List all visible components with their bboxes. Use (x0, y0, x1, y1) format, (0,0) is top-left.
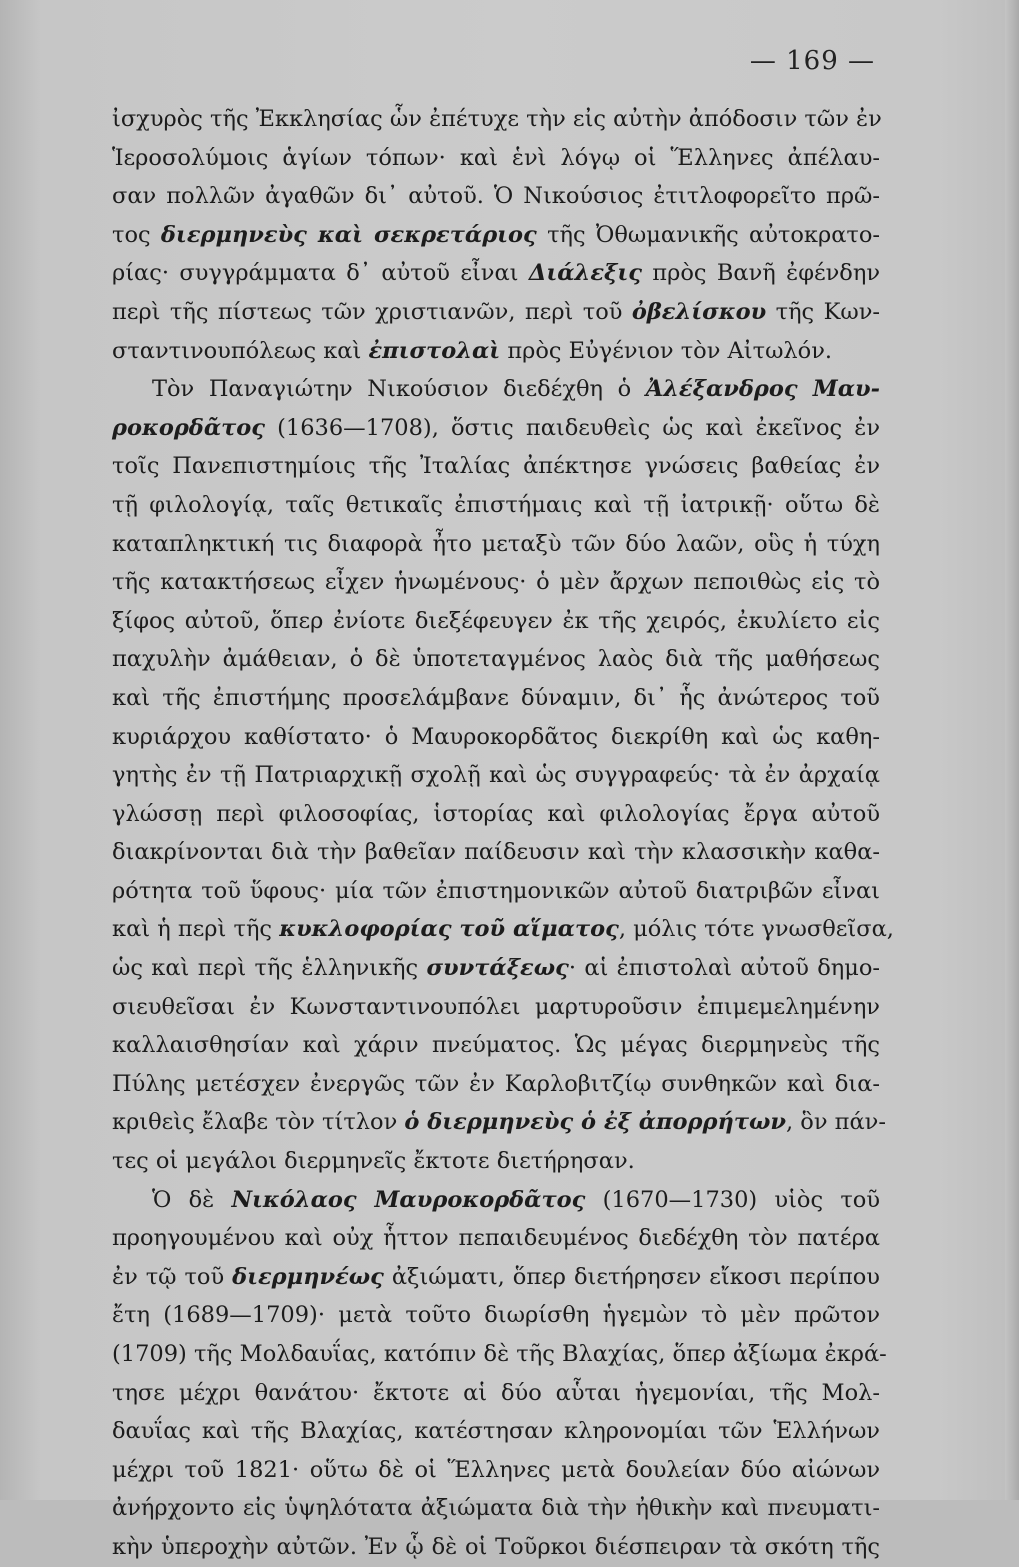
text-line: ὡς καὶ περὶ τῆς ἑλληνικῆς συντάξεως· αἱ ἐπιστολαὶ αὐτοῦ δημο- (112, 955, 880, 982)
text-line: γλώσσῃ περὶ φιλοσοφίας, ἱστορίας καὶ φιλολογίας ἔργα αὐτοῦ (112, 800, 880, 827)
text-line: Ἱεροσολύμοις ἁγίων τόπων· καὶ ἑνὶ λόγῳ οἱ Ἕλληνες ἀπέλαυ- (112, 144, 880, 171)
text-line: τῇ φιλολογίᾳ, ταῖς θετικαῖς ἐπιστήμαις καὶ τῇ ἰατρικῇ· οὕτω δὲ (112, 491, 880, 518)
text-line: Πύλης μετέσχεν ἐνεργῶς τῶν ἐν Καρλοβιτζίῳ συνθηκῶν καὶ δια- (112, 1070, 880, 1097)
text-line: ἰσχυρὸς τῆς Ἐκκλησίας ὧν ἐπέτυχε τὴν εἰς αὐτὴν ἀπόδοσιν τῶν ἐν (112, 106, 882, 132)
text-line: σαν πολλῶν ἀγαθῶν δι᾿ αὐτοῦ. Ὁ Νικούσιος ἐτιτλοφορεῖτο πρῶ- (112, 183, 880, 210)
text-line: (1709) τῆς Μολδαυΐας, κατόπιν δὲ τῆς Βλαχίας, ὅπερ ἀξίωμα ἐκρά- (112, 1341, 887, 1367)
text-line: δαυΐας καὶ τῆς Βλαχίας, κατέστησαν κληρονομίαι τῶν Ἑλλήνων (112, 1418, 880, 1445)
text-line: μέχρι τοῦ 1821· οὕτω δὲ οἱ Ἕλληνες μετὰ δουλείαν δύο αἰώνων (112, 1456, 880, 1483)
text-line: κὴν ὑπεροχὴν αὐτῶν. Ἐν ᾧ δὲ οἱ Τοῦρκοι διέσπειραν τὰ σκότη τῆς (112, 1533, 880, 1560)
text-line: σταντινουπόλεως καὶ ἐπιστολαὶ πρὸς Εὐγένιον τὸν Αἰτωλόν. (112, 337, 833, 364)
page-number: — 169 — (749, 46, 875, 76)
text-line: ρότητα τοῦ ὕφους· μία τῶν ἐπιστημονικῶν αὐτοῦ διατριβῶν εἶναι (112, 877, 880, 904)
text-line: τοῖς Πανεπιστημίοις τῆς Ἰταλίας ἀπέκτησε γνώσεις βαθείας ἐν (112, 453, 880, 480)
text-line: ρίας· συγγράμματα δ᾿ αὐτοῦ εἶναι Διάλεξις πρὸς Βανῆ ἐφένδην (112, 260, 880, 287)
text-line: ξίφος αὐτοῦ, ὅπερ ἐνίοτε διεξέφευγεν ἐκ τῆς χειρός, ἐκυλίετο εἰς (112, 607, 880, 634)
text-line: τες οἱ μεγάλοι διερμηνεῖς ἔκτοτε διετήρησαν. (112, 1148, 635, 1175)
text-line: διακρίνονται διὰ τὴν βαθεῖαν παίδευσιν καὶ τὴν κλασσικὴν καθα- (112, 839, 880, 866)
text-line: ἐν τῷ τοῦ διερμηνέως ἀξιώματι, ὅπερ διετήρησεν εἴκοσι περίπου (112, 1263, 880, 1290)
text-line: κριθεὶς ἔλαβε τὸν τίτλον ὁ διερμηνεὺς ὁ ἐξ ἀπορρήτων, ὃν πάν- (112, 1109, 886, 1136)
text-line: καταπληκτική τις διαφορὰ ἦτο μεταξὺ τῶν δύο λαῶν, οὓς ἡ τύχη (112, 530, 880, 557)
text-line: τησε μέχρι θανάτου· ἔκτοτε αἱ δύο αὗται ἡγεμονίαι, τῆς Μολ- (112, 1379, 880, 1406)
text-line: γητὴς ἐν τῇ Πατριαρχικῇ σχολῇ καὶ ὡς συγγραφεύς· τὰ ἐν ἀρχαίᾳ (112, 762, 880, 789)
text-line: Τὸν Παναγιώτην Νικούσιον διεδέχθη ὁ Ἀλέξανδρος Μαυ- (152, 376, 880, 403)
text-line: περὶ τῆς πίστεως τῶν χριστιανῶν, περὶ τοῦ ὀβελίσκου τῆς Κων- (112, 298, 881, 325)
page-edge-shadow (1005, 0, 1019, 1500)
text-line: καὶ ἡ περὶ τῆς κυκλοφορίας τοῦ αἵματος, μόλις τότε γνωσθεῖσα, (112, 916, 894, 943)
text-line: ροκορδᾶτος (1636—1708), ὅστις παιδευθεὶς ὡς καὶ ἐκεῖνος ἐν (112, 414, 880, 441)
text-line: παχυλὴν ἀμάθειαν, ὁ δὲ ὑποτεταγμένος λαὸς διὰ τῆς μαθήσεως (112, 646, 880, 673)
body-text (112, 100, 894, 1567)
text-line: τος διερμηνεὺς καὶ σεκρετάριος τῆς Ὀθωμανικῆς αὐτοκρατο- (112, 221, 880, 248)
text-line: σιευθεῖσαι ἐν Κωνσταντινουπόλει μαρτυροῦσιν ἐπιμεμελημένην (112, 993, 880, 1020)
text-line: ἀνήρχοντο εἰς ὑψηλότατα ἀξιώματα διὰ τὴν ἠθικὴν καὶ πνευματι- (112, 1495, 880, 1522)
text-line: τῆς κατακτήσεως εἶχεν ἡνωμένους· ὁ μὲν ἄρχων πεποιθὼς εἰς τὸ (112, 569, 880, 596)
text-line: καὶ τῆς ἐπιστήμης προσελάμβανε δύναμιν, δι᾿ ἧς ἀνώτερος τοῦ (112, 684, 880, 711)
text-line: ἔτη (1689—1709)· μετὰ τοῦτο διωρίσθη ἡγεμὼν τὸ μὲν πρῶτον (112, 1302, 880, 1329)
text-line: καλλαισθησίαν καὶ χάριν πνεύματος. Ὡς μέγας διερμηνεὺς τῆς (112, 1032, 880, 1059)
text-line: Ὁ δὲ Νικόλαος Μαυροκορδᾶτος (1670—1730) υἱὸς τοῦ (152, 1186, 881, 1213)
text-line: κυριάρχου καθίστατο· ὁ Μαυροκορδᾶτος διεκρίθη καὶ ὡς καθη- (112, 723, 880, 750)
text-line: προηγουμένου καὶ οὐχ ἧττον πεπαιδευμένος διεδέχθη τὸν πατέρα (112, 1225, 880, 1252)
